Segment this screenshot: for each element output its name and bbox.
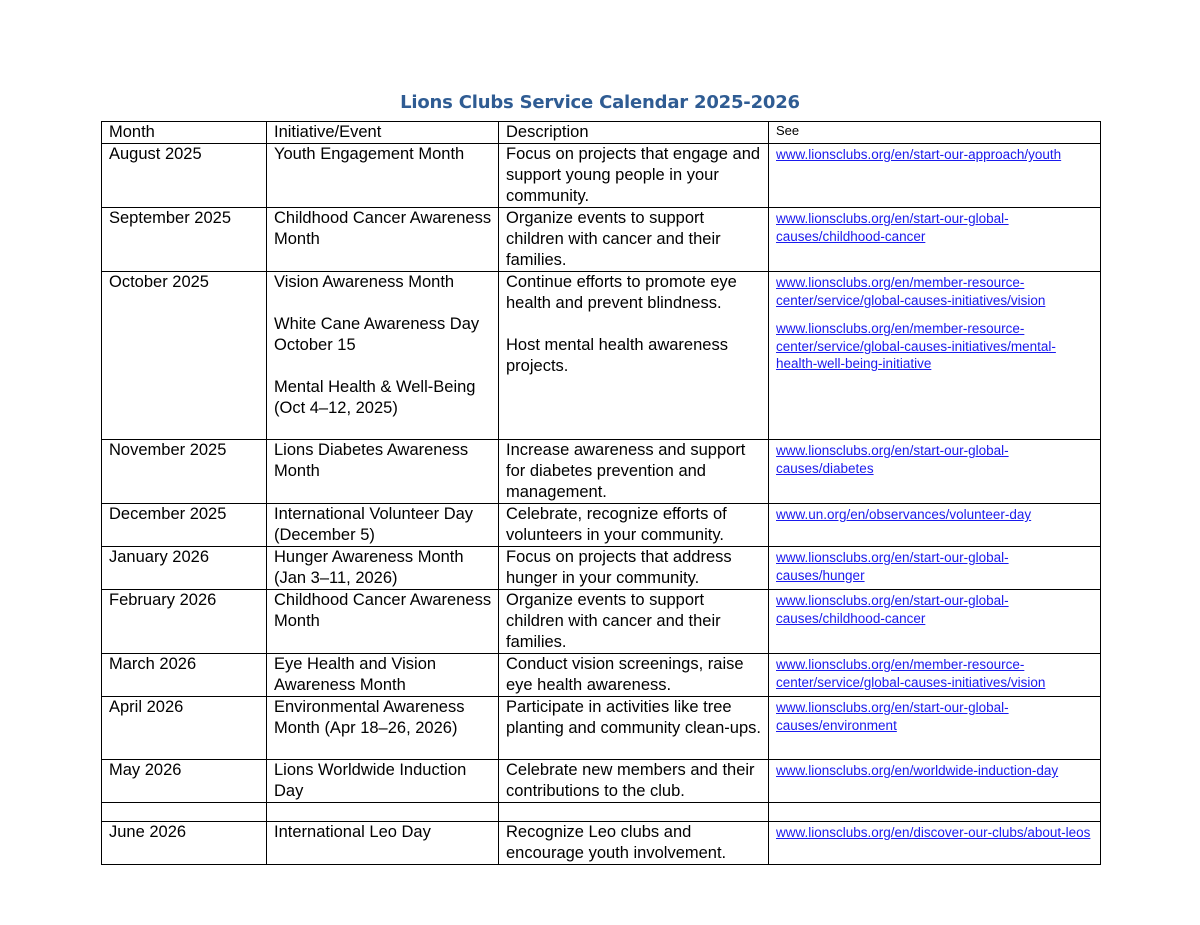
page-title: Lions Clubs Service Calendar 2025-2026 bbox=[400, 92, 800, 113]
initiative-item: Vision Awareness Month bbox=[274, 273, 455, 291]
month-cell: May 2026 bbox=[102, 760, 267, 803]
link-cell bbox=[769, 822, 1101, 865]
description-cell: Celebrate new members and their contributions to the club. bbox=[499, 760, 769, 803]
link-cell bbox=[769, 440, 1101, 504]
initiative-cell bbox=[267, 272, 499, 440]
description-cell: Focus on projects that address hunger in your community. bbox=[499, 547, 769, 590]
empty-row bbox=[102, 803, 1101, 822]
table-row bbox=[102, 697, 1101, 760]
link-cell bbox=[769, 760, 1101, 803]
month-cell: December 2025 bbox=[102, 504, 267, 547]
month-cell: November 2025 bbox=[102, 440, 267, 504]
link-cell bbox=[769, 654, 1101, 697]
header-see: See bbox=[769, 122, 1101, 144]
description-cell: Increase awareness and support for diabetes prevention and management. bbox=[499, 440, 769, 504]
table-row bbox=[102, 208, 1101, 272]
initiative-cell: Environmental Awareness Month (Apr 18–26, 2026) bbox=[267, 697, 499, 760]
description-cell: Participate in activities like tree planting and community clean-ups. bbox=[499, 697, 769, 760]
header-month: Month bbox=[102, 122, 267, 144]
service-calendar-table bbox=[101, 121, 1101, 865]
description-cell: Organize events to support children with cancer and their families. bbox=[499, 590, 769, 654]
header-description: Description bbox=[499, 122, 769, 144]
table-row bbox=[102, 144, 1101, 208]
initiative-item: White Cane Awareness Day October 15 bbox=[274, 315, 480, 354]
header-initiative: Initiative/Event bbox=[267, 122, 499, 144]
month-cell: October 2025 bbox=[102, 272, 267, 440]
description-cell bbox=[499, 272, 769, 440]
resource-link[interactable]: www.lionsclubs.org/en/start-our-global-causes/diabetes bbox=[776, 443, 1009, 476]
month-cell: September 2025 bbox=[102, 208, 267, 272]
empty-cell bbox=[267, 803, 499, 822]
resource-link[interactable]: www.lionsclubs.org/en/start-our-global-causes/environment bbox=[776, 700, 1009, 733]
table-row bbox=[102, 504, 1101, 547]
resource-link[interactable]: www.lionsclubs.org/en/member-resource-center/service/global-causes-initiatives/mental-health-well-being-initiative bbox=[776, 321, 1056, 371]
description-item: Host mental health awareness projects. bbox=[506, 336, 728, 375]
resource-link[interactable]: www.lionsclubs.org/en/worldwide-induction-day bbox=[776, 763, 1059, 778]
description-cell: Conduct vision screenings, raise eye health awareness. bbox=[499, 654, 769, 697]
link-cell bbox=[769, 697, 1101, 760]
resource-link[interactable]: www.lionsclubs.org/en/start-our-global-causes/childhood-cancer bbox=[776, 593, 1009, 626]
initiative-item: Mental Health & Well-Being (Oct 4–12, 2025) bbox=[274, 378, 476, 417]
resource-link[interactable]: www.lionsclubs.org/en/member-resource-center/service/global-causes-initiatives/vision bbox=[776, 657, 1046, 690]
resource-link[interactable]: www.lionsclubs.org/en/discover-our-clubs/about-leos bbox=[776, 825, 1091, 840]
initiative-cell: Childhood Cancer Awareness Month bbox=[267, 208, 499, 272]
table-row bbox=[102, 590, 1101, 654]
description-cell: Organize events to support children with cancer and their families. bbox=[499, 208, 769, 272]
initiative-cell: Youth Engagement Month bbox=[267, 144, 499, 208]
initiative-cell: Childhood Cancer Awareness Month bbox=[267, 590, 499, 654]
description-cell: Recognize Leo clubs and encourage youth involvement. bbox=[499, 822, 769, 865]
resource-link[interactable]: www.un.org/en/observances/volunteer-day bbox=[776, 507, 1032, 522]
empty-cell bbox=[102, 803, 267, 822]
table-row bbox=[102, 547, 1101, 590]
empty-cell bbox=[499, 803, 769, 822]
initiative-cell: International Volunteer Day (December 5) bbox=[267, 504, 499, 547]
link-cell bbox=[769, 504, 1101, 547]
table-header-row bbox=[102, 122, 1101, 144]
empty-cell bbox=[769, 803, 1101, 822]
link-cell bbox=[769, 590, 1101, 654]
link-cell bbox=[769, 144, 1101, 208]
month-cell: June 2026 bbox=[102, 822, 267, 865]
link-cell bbox=[769, 272, 1101, 440]
month-cell: January 2026 bbox=[102, 547, 267, 590]
month-cell: February 2026 bbox=[102, 590, 267, 654]
resource-link[interactable]: www.lionsclubs.org/en/start-our-approach/youth bbox=[776, 147, 1062, 162]
initiative-cell: Lions Worldwide Induction Day bbox=[267, 760, 499, 803]
link-cell bbox=[769, 547, 1101, 590]
table-row bbox=[102, 760, 1101, 803]
initiative-cell: Eye Health and Vision Awareness Month bbox=[267, 654, 499, 697]
initiative-cell: Hunger Awareness Month (Jan 3–11, 2026) bbox=[267, 547, 499, 590]
resource-link[interactable]: www.lionsclubs.org/en/member-resource-center/service/global-causes-initiatives/vision bbox=[776, 275, 1046, 308]
description-item: Continue efforts to promote eye health and prevent blindness. bbox=[506, 273, 737, 312]
link-cell bbox=[769, 208, 1101, 272]
initiative-cell: Lions Diabetes Awareness Month bbox=[267, 440, 499, 504]
month-cell: March 2026 bbox=[102, 654, 267, 697]
resource-link[interactable]: www.lionsclubs.org/en/start-our-global-causes/childhood-cancer bbox=[776, 211, 1009, 244]
table-row bbox=[102, 440, 1101, 504]
description-cell: Celebrate, recognize efforts of volunteers in your community. bbox=[499, 504, 769, 547]
month-cell: April 2026 bbox=[102, 697, 267, 760]
table-row bbox=[102, 272, 1101, 440]
description-cell: Focus on projects that engage and support young people in your community. bbox=[499, 144, 769, 208]
month-cell: August 2025 bbox=[102, 144, 267, 208]
initiative-cell: International Leo Day bbox=[267, 822, 499, 865]
table-row bbox=[102, 654, 1101, 697]
resource-link[interactable]: www.lionsclubs.org/en/start-our-global-causes/hunger bbox=[776, 550, 1009, 583]
table-row bbox=[102, 822, 1101, 865]
